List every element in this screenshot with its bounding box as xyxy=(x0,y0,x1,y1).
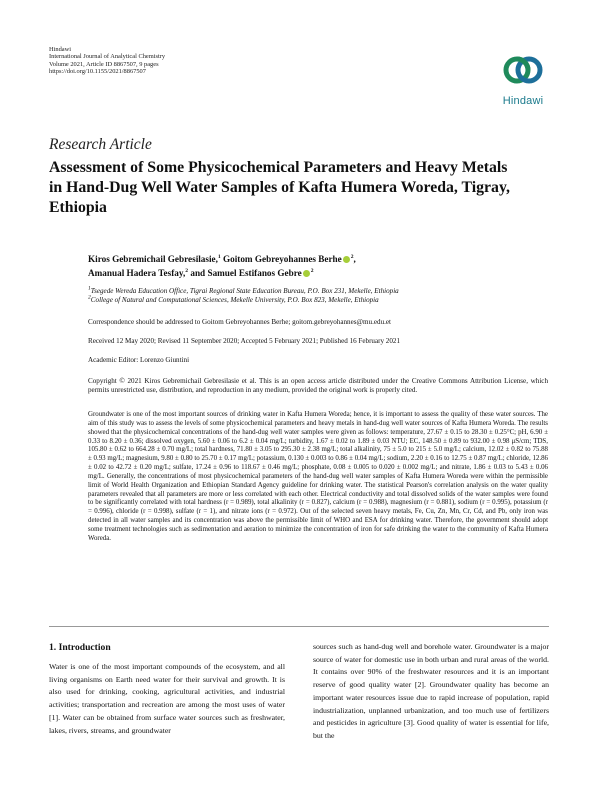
article-type: Research Article xyxy=(49,136,152,153)
author-affiliation-number: 2 xyxy=(185,267,189,274)
author-affiliation-number: 2 xyxy=(310,267,314,274)
affiliation-line xyxy=(88,287,548,296)
intro-column-left: Water is one of the most important compounds of the ecosystem, and all living organisms on Earth need water for their survival and growth. It is also used for drinking, cooking, agricultural activities, and industrial activities; transportation and recreation are among the most uses of water [1]. Water can be obtained from surface water sources such as freshwater, lakes, rivers, streams, and groundwater xyxy=(49,662,285,735)
academic-editor: Academic Editor: Lorenzo Giuntini xyxy=(88,356,190,364)
author-list: Kiros Gebremichail Gebresilasie,$^1$ Goitom Gebreyohannes Berhe $^2$, Amanual Hadera Tesfay,$^2$ and Samuel Estifanos Gebre $^2$ xyxy=(88,253,356,278)
author-affiliation-number: 1 xyxy=(217,253,221,260)
orcid-icon[interactable] xyxy=(303,270,310,277)
affiliation-text: College of Natural and Computational Sciences, Mekelle University, P.O. Box 823, Mekelle, Ethiopia xyxy=(90,296,379,305)
doi-link[interactable]: https://doi.org/10.1155/2021/8867507 xyxy=(49,68,146,76)
abstract: Groundwater is one of the most important sources of drinking water in Kafta Humera Woreda; hence, it is important to assess the quality of these water sources. The aim of this study was to assess the levels of some physicochemical parameters and heavy metals in hand-dug well water sources of Kafta Humera Woreda. The results showed that the physicochemical concentrations of the hand-dug well water samples were given as follows: temperature, 27.67 ± 0.15 to 28.30 ± 0.25°C; pH, 6.90 ± 0.33 to 8.20 ± 0.36; dissolved oxygen, 5.60 ± 0.06 to 6.2 ± 0.04 mg/L; turbidity, 1.67 ± 0.02 to 1.89 ± 0.03 NTU; EC, 148.50 ± 0.89 to 932.00 ± 0.98 μS/cm; TDS, 105.80 ± 0.62 to 664.28 ± 0.70 mg/L; total hardness, 71.80 ± 3.05 to 295.30 ± 2.38 mg/L; total alkalinity, 75 ± 5.0 to 215 ± 5.0 mg/L; calcium, 12.02 ± 0.82 to 75.88 ± 0.93 mg/L; magnesium, 9.80 ± 0.80 to 25.70 ± 0.17 mg/L; potassium, 0.130 ± 0.003 to 0.86 ± 0.04 mg/L; sodium, 2.20 ± 0.16 to 12.75 ± 0.87 mg/L; chloride, 12.86 ± 0.02 to 42.72 ± 0.20 mg/L; sulfate, 17.24 ± 0.96 to 118.67 ± 0.46 mg/L; phosphate, 0.08 ± 0.005 to 0.020 ± 0.002 mg/L; and nitrate, 1.86 ± 0.03 to 5.43 ± 0.06 mg/L. Generally, the concentrations of most physicochemical parameters of the hand-dug well water samples of Kafta Humera Woreda were within the permissible limit of World Health Organization and Ethiopian Standard Agency guideline for drinking water. The statistical Pearson's correlation analysis on the water quality parameters revealed that all parameters are more or less correlated with each other. Electrical conductivity and total dissolved solids of the water samples were found to be significantly correlated with total hardness (r = 0.989), total alkalinity (r = 0.827), calcium (r = 0.988), magnesium (r = 0.881), sodium (r = 0.995), potassium (r = 0.996), chloride (r = 0.998), sulfate (r = 1), and nitrate ions (r = 0.972). Out of the selected seven heavy metals, Fe, Cu, Zn, Mn, Cr, Cd, and Pb, only iron was detected in all water samples and its concentration was above the permissible limit of WHO and ESA for drinking water. Therefore, the government should adopt some treatment technologies such as sedimentation and aeration to minimize the concentration of iron for safe drinking the water to the community of Kafta Humera Woreda. xyxy=(88,411,548,542)
orcid-icon[interactable] xyxy=(343,256,350,263)
affiliation-number: 1 xyxy=(88,285,91,292)
section-divider xyxy=(49,626,549,627)
author-name[interactable]: Kiros Gebremichail Gebresilasie, xyxy=(88,254,218,264)
author-affiliation-number: 2 xyxy=(350,253,354,260)
journal-name: International Journal of Analytical Chemistry xyxy=(49,53,166,61)
journal-header xyxy=(49,46,165,76)
volume-line: Volume 2021, Article ID 8867507, 9 pages xyxy=(49,60,159,68)
hindawi-logo[interactable] xyxy=(497,52,549,107)
author-name[interactable]: Goitom Gebreyohannes Berhe xyxy=(222,254,342,264)
affiliation-text: Tsegede Wereda Education Office, Tigrai Regional State Education Bureau, P.O. Box 231, Mekelle, Ethiopia xyxy=(90,287,399,295)
hindawi-logo-icon xyxy=(503,52,543,88)
hindawi-logo-text: Hindawi xyxy=(502,95,544,107)
article-dates: Received 12 May 2020; Revised 11 September 2020; Accepted 5 February 2021; Published 16 February 2021 xyxy=(88,337,400,345)
affiliation-number: 2 xyxy=(88,294,91,301)
article-title: Assessment of Some Physicochemical Parameters and Heavy Metals in Hand-Dug Well Water Samples of Kafta Humera Woreda, Tigray, Ethiopia xyxy=(49,159,510,216)
section-heading: 1. Introduction xyxy=(49,642,111,653)
affiliation-line xyxy=(88,296,548,305)
affiliations xyxy=(88,287,548,305)
publisher-name: Hindawi xyxy=(49,46,72,53)
correspondence: Correspondence should be addressed to Goitom Gebreyohannes Berhe; goitom.gebreyohannes@mu.edu.et xyxy=(88,318,392,326)
author-name[interactable]: and Samuel Estifanos Gebre xyxy=(190,268,302,278)
intro-column-right: sources such as hand-dug well and borehole water. Groundwater is a major source of water for domestic use in both urban and rural areas of the world. It contains over 90% of the freshwater resources and it is an important reserve of good quality water [2]. Groundwater quality has become an important water resources issue due to rapid increase of population, rapid industrialization, unplanned urbanization, and too much use of fertilizers and pesticides in agriculture [3]. Good quality of water is essential for life, but the xyxy=(313,642,549,740)
copyright-notice: Copyright © 2021 Kiros Gebremichail Gebresilasie et al. This is an open access article distributed under the Creative Commons Attribution License, which permits unrestricted use, distribution, and reproduction in any medium, provided the original work is properly cited. xyxy=(88,377,548,395)
author-name[interactable]: Amanual Hadera Tesfay, xyxy=(88,268,186,278)
